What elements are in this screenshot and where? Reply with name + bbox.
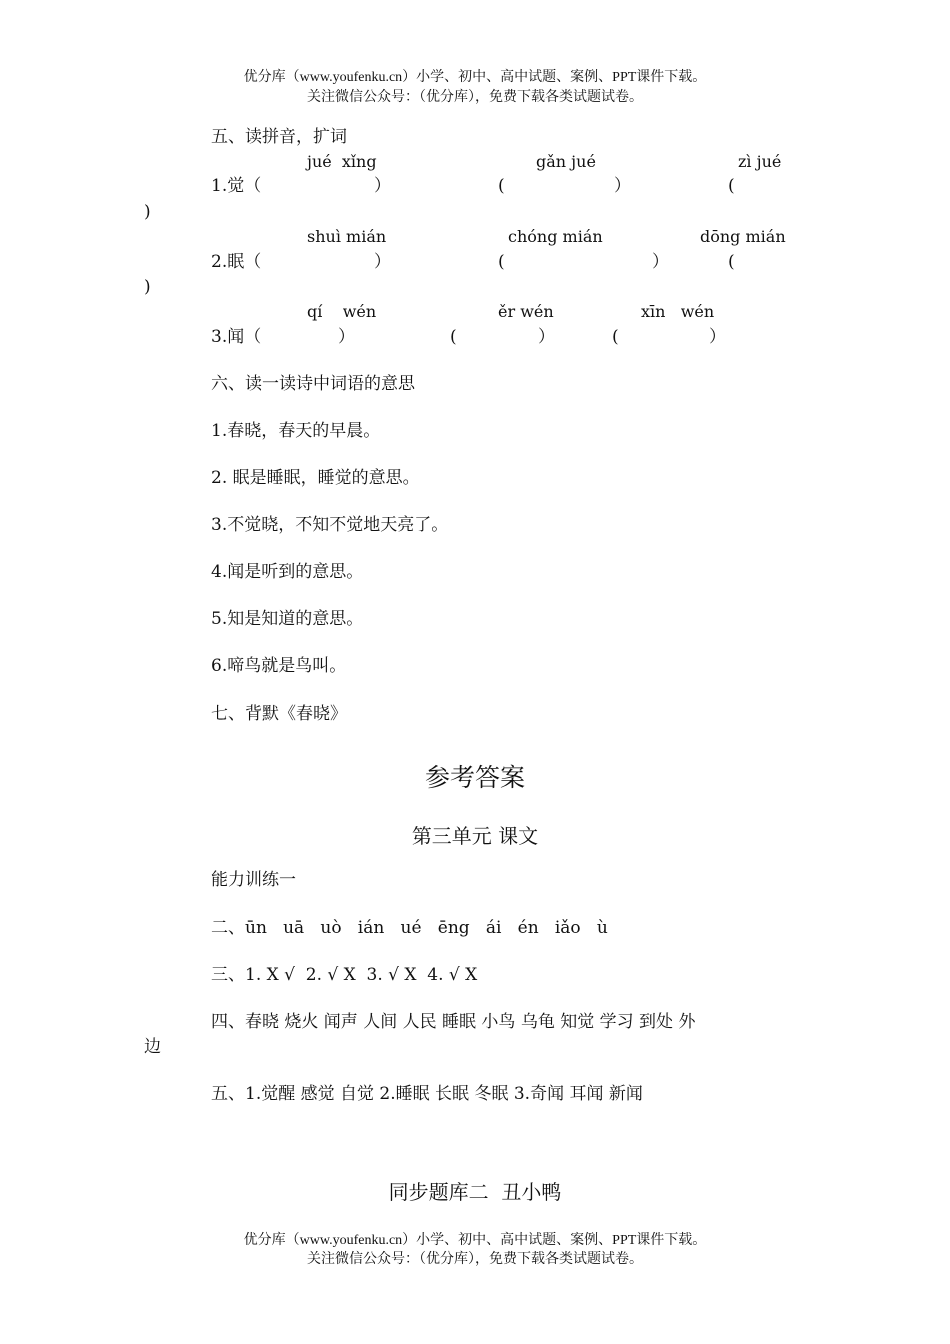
row1-wrap: ) [144, 202, 151, 222]
pinyin-2-1: shuì mián [307, 227, 387, 246]
row2-label: 2.眠（ [211, 252, 262, 272]
answers-title: 参考答案 [424, 763, 525, 792]
section7-title: 七、背默《春晓》 [211, 704, 347, 724]
header-line-2: 关注微信公众号：（优分库），免费下载各类试题试卷。 [307, 90, 643, 105]
unit-title: 第三单元 课文 [411, 824, 539, 848]
answer-4-line-2: 边 [144, 1037, 161, 1057]
row2-wrap: ) [144, 277, 151, 297]
row3-paren-open-2: ( [450, 327, 457, 347]
row2-paren-open-3: ( [728, 252, 735, 272]
pinyin-3-2: ěr wén [498, 302, 554, 321]
pinyin-3-1: qí wén [307, 302, 377, 321]
header-line-1: 优分库（www.youfenku.cn）小学、初中、高中试题、案例、PPT课件下载。 [243, 70, 707, 85]
row1-label: 1.觉（ [211, 176, 262, 196]
row2-paren-close-1: ） [374, 252, 391, 272]
row1-paren-close-1: ） [374, 176, 391, 196]
row3-paren-close-3: ） [709, 327, 726, 347]
footer-line-2: 关注微信公众号：（优分库），免费下载各类试题试卷。 [307, 1252, 643, 1267]
footer-line-1: 优分库（www.youfenku.cn）小学、初中、高中试题、案例、PPT课件下载。 [243, 1233, 707, 1248]
row1-paren-open-3: ( [728, 176, 735, 196]
pinyin-2-2: chóng mián [508, 227, 603, 246]
section6-item-4: 4.闻是听到的意思。 [211, 562, 364, 582]
row3-label: 3.闻（ [211, 327, 262, 347]
row3-paren-close-1: ） [338, 327, 355, 347]
row3-paren-close-2: ） [538, 327, 555, 347]
answer-3: 三、1. X √ 2. √ X 3. √ X 4. √ X [211, 965, 478, 985]
section6-item-3: 3.不觉晓，不知不觉地天亮了。 [211, 515, 449, 535]
answer-4-line-1: 四、春晓 烧火 闻声 人间 人民 睡眠 小鸟 乌龟 知觉 学习 到处 外 [211, 1012, 696, 1032]
section6-item-5: 5.知是知道的意思。 [211, 609, 364, 629]
section6-item-1: 1.春晓，春天的早晨。 [211, 421, 381, 441]
next-section-title: 同步题库二 丑小鸭 [388, 1180, 562, 1204]
row2-paren-open-2: ( [498, 252, 505, 272]
pinyin-1-2: gǎn jué [536, 152, 596, 171]
row1-paren-open-2: ( [498, 176, 505, 196]
pinyin-1-3: zì jué [738, 152, 782, 171]
answer-5: 五、1.觉醒 感觉 自觉 2.睡眠 长眠 冬眠 3.奇闻 耳闻 新闻 [211, 1084, 643, 1104]
row2-paren-close-2: ） [652, 252, 669, 272]
answer-2: 二、ūn uā uò ián ué ēng ái én iǎo ù [211, 918, 608, 938]
row3-paren-open-3: ( [612, 327, 619, 347]
row1-paren-close-2: ） [614, 176, 631, 196]
section5-title: 五、读拼音，扩词 [211, 127, 347, 147]
training-title: 能力训练一 [211, 870, 296, 890]
pinyin-1-1: jué xǐng [307, 152, 377, 171]
section6-item-2: 2. 眠是睡眠，睡觉的意思。 [211, 468, 420, 488]
section6-title: 六、读一读诗中词语的意思 [211, 374, 415, 394]
section6-item-6: 6.啼鸟就是鸟叫。 [211, 656, 347, 676]
pinyin-2-3: dōng mián [700, 227, 786, 246]
pinyin-3-3: xīn wén [641, 302, 715, 321]
